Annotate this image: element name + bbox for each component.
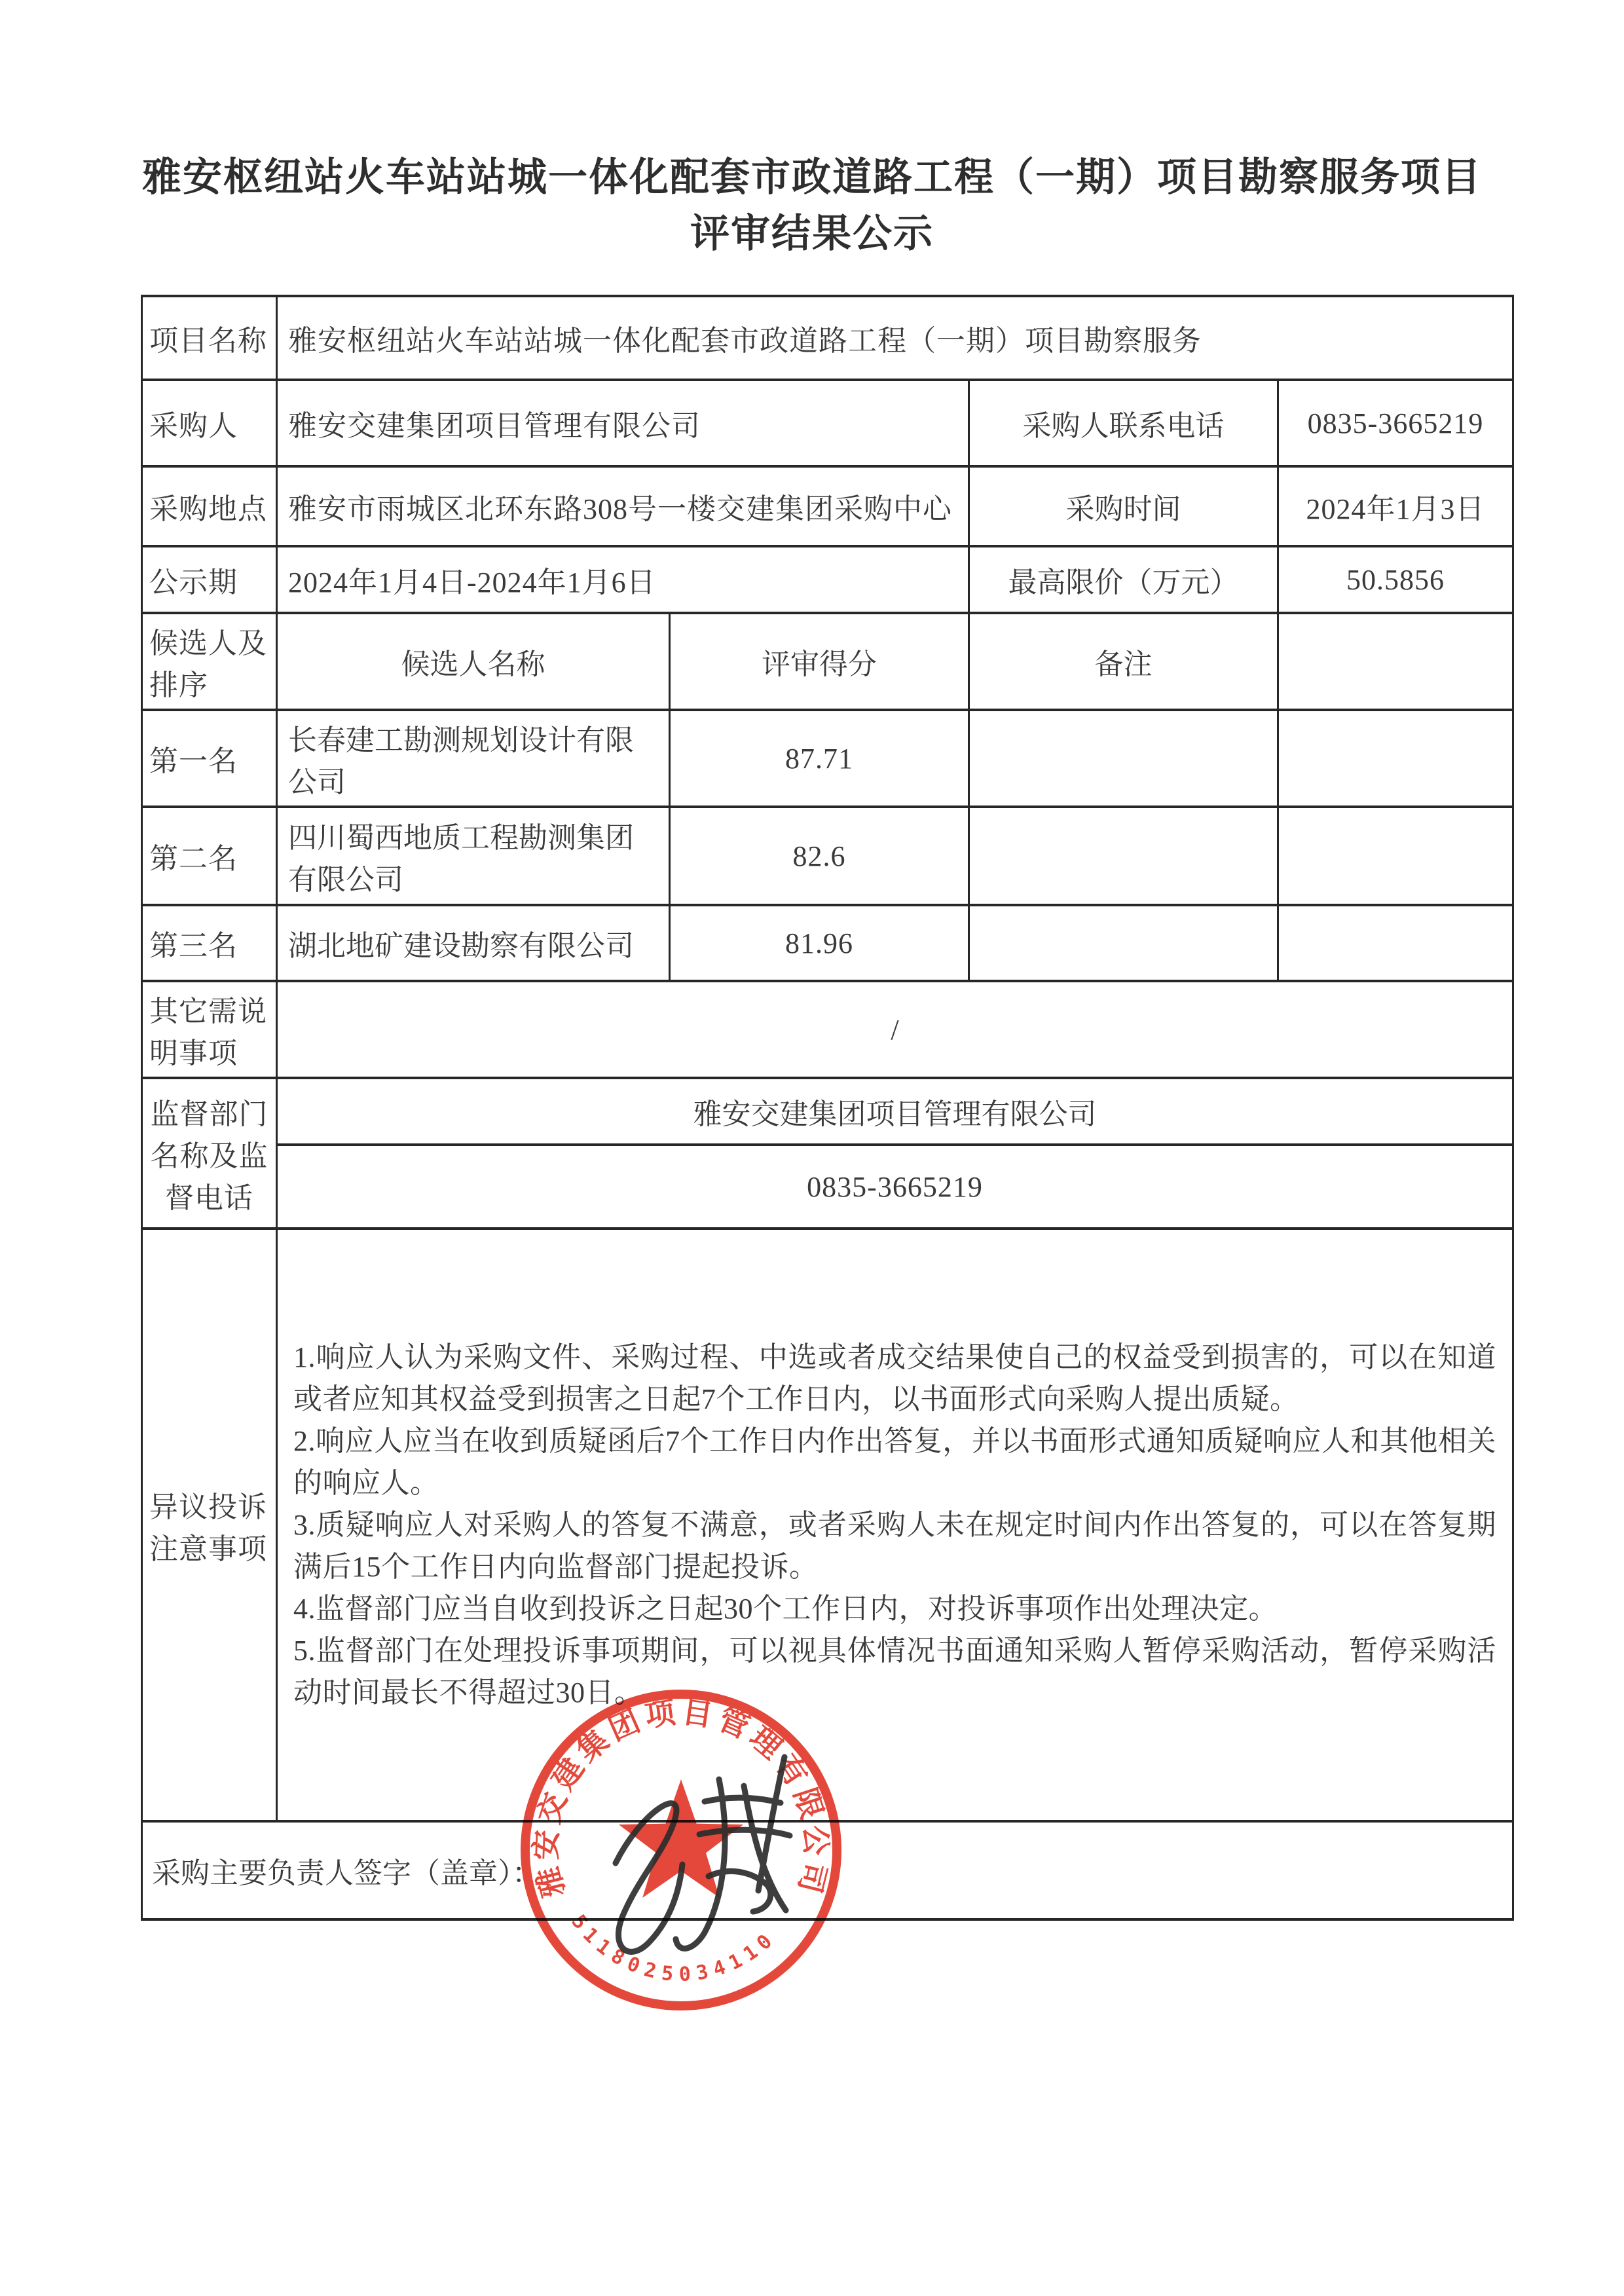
objection-item-5: 5.监督部门在处理投诉事项期间，可以视具体情况书面通知采购人暂停采购活动，暂停采购活动时间最长不得超过30日。 <box>293 1634 1496 1709</box>
row-supervision-name <box>142 1078 1513 1145</box>
publicity-period-label: 公示期 <box>142 546 277 613</box>
candidate-2-extra <box>1278 807 1513 905</box>
candidate-1-rank: 第一名 <box>142 710 277 807</box>
candidate-3-rank: 第三名 <box>142 905 277 981</box>
supervision-name-value: 雅安交建集团项目管理有限公司 <box>277 1078 1513 1145</box>
project-name-label: 项目名称 <box>142 296 277 380</box>
candidate-1-score: 87.71 <box>670 710 969 807</box>
row-signature <box>142 1821 1513 1919</box>
candidate-row-2 <box>142 807 1513 905</box>
candidates-remark-header: 备注 <box>969 613 1278 710</box>
candidate-1-extra <box>1278 710 1513 807</box>
objection-item-4: 4.监督部门应当自收到投诉之日起30个工作日内，对投诉事项作出处理决定。 <box>293 1592 1278 1625</box>
purchase-time-label: 采购时间 <box>969 466 1278 546</box>
supervision-label: 监督部门名称及监督电话 <box>142 1078 277 1229</box>
purchaser-phone-label: 采购人联系电话 <box>969 380 1278 466</box>
row-other-notes <box>142 981 1513 1078</box>
candidate-3-extra <box>1278 905 1513 981</box>
publicity-period-value: 2024年1月4日-2024年1月6日 <box>277 546 969 613</box>
candidates-empty-header <box>1278 613 1513 710</box>
result-table <box>141 295 1514 1921</box>
other-notes-value: / <box>277 981 1513 1078</box>
seal-number-text: 5118025034110 <box>566 1910 782 1987</box>
location-label: 采购地点 <box>142 466 277 546</box>
svg-text:5118025034110 <box>566 1910 781 1986</box>
row-publicity-period <box>142 546 1513 613</box>
supervision-phone-value: 0835-3665219 <box>277 1145 1513 1229</box>
objection-item-1: 1.响应人认为采购文件、采购过程、中选或者成交结果使自己的权益受到损害的，可以在知道或者应知其权益受到损害之日起7个工作日内，以书面形式向采购人提出质疑。 <box>293 1341 1496 1415</box>
candidate-2-rank: 第二名 <box>142 807 277 905</box>
objection-label: 异议投诉注意事项 <box>142 1229 277 1821</box>
project-name-value: 雅安枢纽站火车站站城一体化配套市政道路工程（一期）项目勘察服务 <box>277 296 1513 380</box>
candidate-2-score: 82.6 <box>670 807 969 905</box>
candidate-row-3 <box>142 905 1513 981</box>
purchaser-value: 雅安交建集团项目管理有限公司 <box>277 380 969 466</box>
objection-content <box>277 1229 1513 1821</box>
candidate-row-1 <box>142 710 1513 807</box>
seal-company-text: 雅安交建集团项目管理有限公司 <box>528 1694 834 1901</box>
objection-item-3: 3.质疑响应人对采购人的答复不满意，或者采购人未在规定时间内作出答复的，可以在答复期满后15个工作日内向监督部门提起投诉。 <box>293 1508 1496 1583</box>
max-price-value: 50.5856 <box>1278 546 1513 613</box>
candidate-3-remark <box>969 905 1278 981</box>
signature-label: 采购主要负责人签字（盖章）： <box>142 1821 1513 1919</box>
objection-item-2: 2.响应人应当在收到质疑函后7个工作日内作出答复，并以书面形式通知质疑响应人和其他相关的响应人。 <box>293 1424 1496 1499</box>
purchase-time-value: 2024年1月3日 <box>1278 466 1513 546</box>
candidates-score-header: 评审得分 <box>670 613 969 710</box>
candidate-3-score: 81.96 <box>670 905 969 981</box>
page-title: 雅安枢纽站火车站站城一体化配套市政道路工程（一期）项目勘察服务项目评审结果公示 <box>142 155 1482 255</box>
candidates-rank-header: 候选人及排序 <box>142 613 277 710</box>
candidates-name-header: 候选人名称 <box>277 613 670 710</box>
max-price-label: 最高限价（万元） <box>969 546 1278 613</box>
purchaser-phone-value: 0835-3665219 <box>1278 380 1513 466</box>
candidate-1-remark <box>969 710 1278 807</box>
row-supervision-phone <box>142 1145 1513 1229</box>
row-project <box>142 296 1513 380</box>
row-candidates-header <box>142 613 1513 710</box>
candidate-2-remark <box>969 807 1278 905</box>
row-purchaser <box>142 380 1513 466</box>
candidate-1-name: 长春建工勘测规划设计有限公司 <box>277 710 670 807</box>
row-location <box>142 466 1513 546</box>
location-value: 雅安市雨城区北环东路308号一楼交建集团采购中心 <box>277 466 969 546</box>
candidate-3-name: 湖北地矿建设勘察有限公司 <box>277 905 670 981</box>
row-objection <box>142 1229 1513 1821</box>
purchaser-label: 采购人 <box>142 380 277 466</box>
other-notes-label: 其它需说明事项 <box>142 981 277 1078</box>
candidate-2-name: 四川蜀西地质工程勘测集团有限公司 <box>277 807 670 905</box>
